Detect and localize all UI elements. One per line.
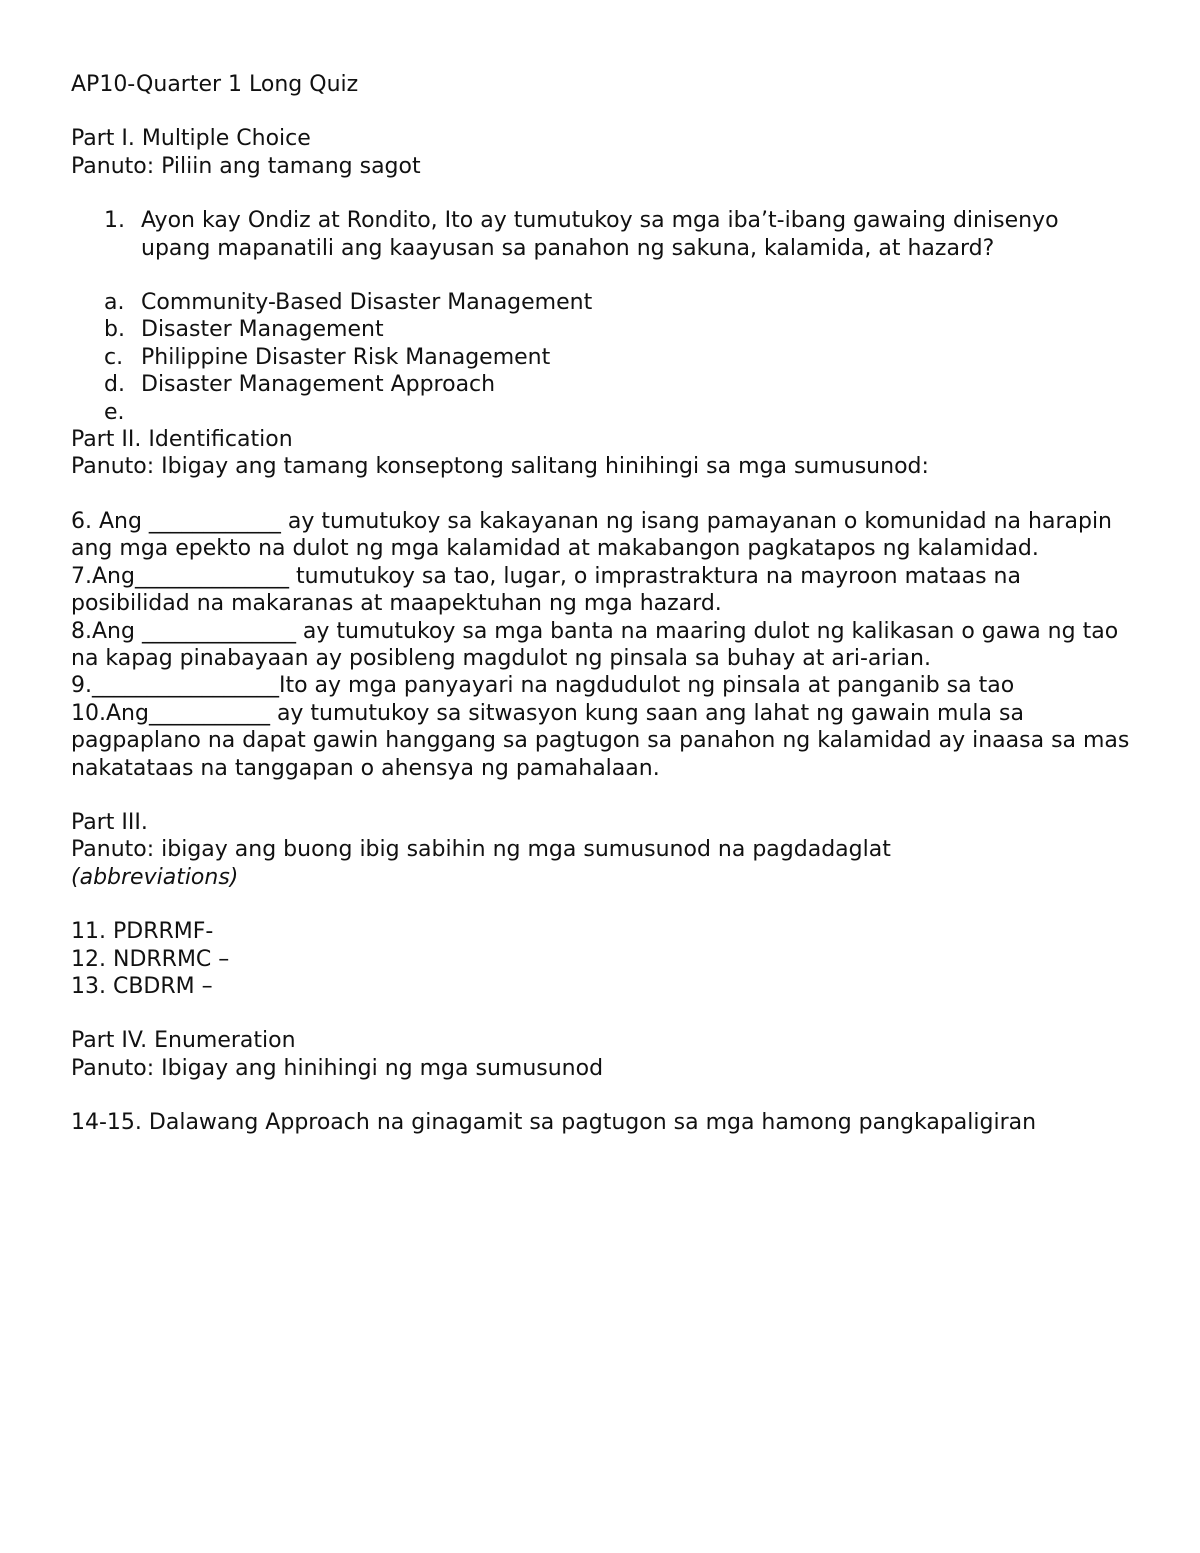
identification-item: 8.Ang ______________ ay tumutukoy sa mga banta na maaring dulot ng kalikasan o gawa ng tao na kapag pinabayaan ay posibleng magdulot ng pinsala sa buhay at ari-arian. bbox=[71, 618, 1119, 671]
choice-letter: e. bbox=[104, 399, 125, 425]
part1-heading: Part I. Multiple Choice bbox=[71, 126, 311, 152]
enumeration-item: 14-15. Dalawang Approach na ginagamit sa pagtugon sa mga hamong pangkapaligiran bbox=[71, 1110, 1037, 1136]
abbreviations-note: (abbreviations) bbox=[71, 864, 239, 890]
choice-text: Philippine Disaster Risk Management bbox=[141, 344, 551, 370]
part1-instruction: Panuto: Piliin ang tamang sagot bbox=[71, 153, 421, 179]
identification-item: 7.Ang______________ tumutukoy sa tao, lugar, o imprastraktura na mayroon mataas na posibilidad na makaranas at maapektuhan ng mga hazard. bbox=[71, 563, 1021, 617]
part2-heading: Part II. Identification bbox=[71, 427, 293, 453]
choice-list bbox=[71, 289, 1131, 426]
part4-instruction: Panuto: Ibigay ang hinihingi ng mga sumusunod bbox=[71, 1055, 604, 1081]
choice-text: Disaster Management Approach bbox=[141, 372, 496, 398]
part3-heading: Part III. bbox=[71, 809, 148, 835]
abbreviation-item: 12. NDRRMC – bbox=[71, 946, 230, 972]
document-content bbox=[71, 71, 1131, 1137]
part3-instruction: Panuto: ibigay ang buong ibig sabihin ng mga sumusunod na pagdadaglat bbox=[71, 837, 891, 863]
choice-letter: d. bbox=[104, 372, 125, 398]
choice-text: Community-Based Disaster Management bbox=[141, 290, 593, 316]
abbreviation-item: 11. PDRRMF- bbox=[71, 919, 214, 945]
choice-d bbox=[71, 371, 1131, 398]
choice-letter: a. bbox=[104, 290, 125, 316]
identification-item: 9._________________Ito ay mga panyayari na nagdudulot ng pinsala at panganib sa tao bbox=[71, 673, 1015, 699]
choice-letter: b. bbox=[104, 317, 125, 343]
part4-heading: Part IV. Enumeration bbox=[71, 1028, 296, 1054]
question-1-text: Ayon kay Ondiz at Rondito, Ito ay tumutukoy sa mga iba’t-ibang gawaing dinisenyo upang mapanatili ang kaayusan sa panahon ng sakuna, kalamida, at hazard? bbox=[141, 208, 1059, 261]
choice-text: Disaster Management bbox=[141, 317, 384, 343]
question-1-number: 1. bbox=[104, 208, 125, 234]
question-1 bbox=[71, 207, 1131, 262]
choice-b bbox=[71, 316, 1131, 343]
part2-instruction: Panuto: Ibigay ang tamang konseptong salitang hinihingi sa mga sumusunod: bbox=[71, 454, 929, 480]
identification-item: 6. Ang ____________ ay tumutukoy sa kakayanan ng isang pamayanan o komunidad na harapin ang mga epekto na dulot ng mga kalamidad at makabangon pagkatapos ng kalamidad. bbox=[71, 508, 1113, 562]
choice-letter: c. bbox=[104, 344, 124, 370]
identification-list bbox=[71, 508, 1131, 782]
part3-instruction-note bbox=[71, 864, 1131, 891]
choice-c bbox=[71, 344, 1131, 371]
quiz-title: AP10-Quarter 1 Long Quiz bbox=[71, 72, 359, 97]
choice-a bbox=[71, 289, 1131, 316]
abbreviation-item: 13. CBDRM – bbox=[71, 973, 213, 999]
choice-e bbox=[71, 399, 1131, 426]
identification-item: 10.Ang___________ ay tumutukoy sa sitwasyon kung saan ang lahat ng gawain mula sa pagpaplano na dapat gawin hanggang sa pagtugon sa panahon ng kalamidad ay inaasa sa mas nakatataas na tanggapan o ahensya ng pamahalaan. bbox=[71, 700, 1130, 781]
